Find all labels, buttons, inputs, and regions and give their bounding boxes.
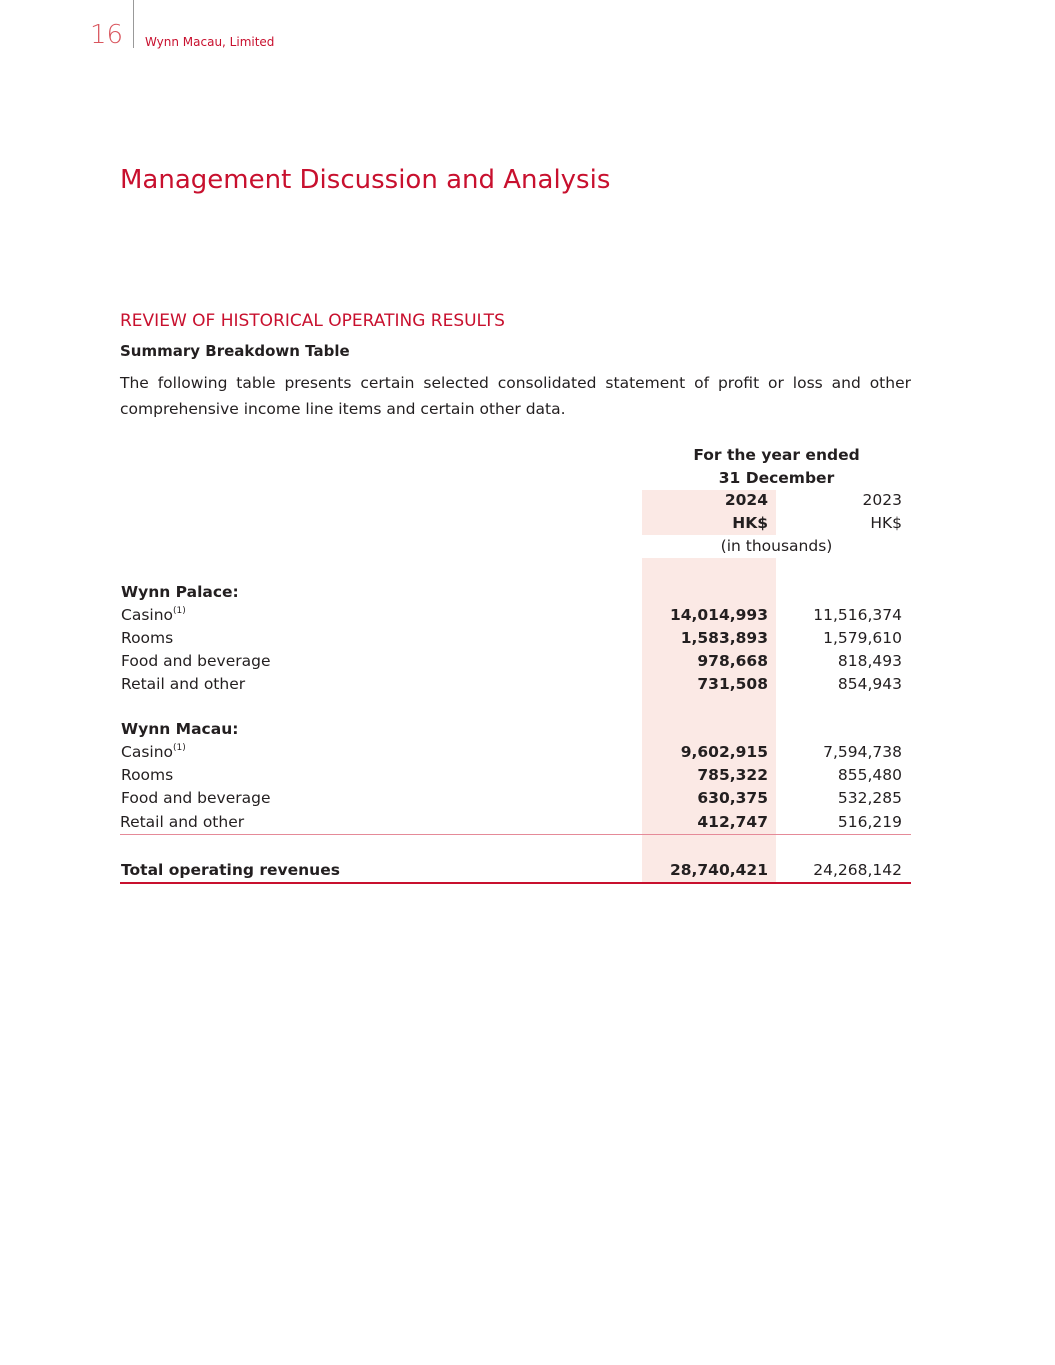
value-2024: 978,668 — [697, 652, 768, 670]
value-2023: 532,285 — [837, 789, 902, 807]
year-2024: 2024 — [724, 491, 768, 509]
group-name: Wynn Macau: — [121, 720, 239, 738]
intro-paragraph: The following table presents certain selected consolidated statement of profit or loss and other comprehensive income line items and certain other data. — [120, 374, 911, 418]
unit-label: (in thousands) — [720, 537, 833, 555]
row-label: Casino$^{(1)}$ — [121, 606, 186, 624]
value-2024: 9,602,915 — [680, 743, 768, 761]
total-rule — [120, 882, 911, 884]
subheading: Summary Breakdown Table — [120, 342, 350, 360]
value-2024: 28,740,421 — [669, 861, 768, 879]
value-2023: 818,493 — [837, 652, 902, 670]
period-header-date: 31 December — [718, 469, 835, 487]
row-label: Casino$^{(1)}$ — [121, 743, 186, 761]
value-2024: 412,747 — [697, 813, 768, 831]
row-label: Rooms — [121, 766, 174, 784]
value-2024: 785,322 — [697, 766, 768, 784]
table-row — [120, 650, 911, 673]
row-label: Total operating revenues — [121, 861, 340, 879]
table-row — [120, 787, 911, 810]
group-header — [120, 718, 911, 741]
section-heading: REVIEW OF HISTORICAL OPERATING RESULTS — [120, 311, 505, 331]
page-title: Management Discussion and Analysis — [120, 165, 611, 195]
row-label: Food and beverage — [121, 652, 271, 670]
group-name: Wynn Palace: — [121, 583, 239, 601]
group-header — [120, 581, 911, 604]
company-name: Wynn Macau, Limited — [145, 35, 275, 49]
value-2023: 516,219 — [837, 813, 902, 831]
value-2023: 24,268,142 — [813, 861, 902, 879]
value-2023: 855,480 — [837, 766, 902, 784]
value-2023: 11,516,374 — [813, 606, 902, 624]
table-row — [120, 673, 911, 696]
header-divider — [133, 0, 134, 48]
footnote-mark: (1) — [173, 743, 186, 753]
row-label: Retail and other — [120, 813, 245, 831]
page-number: 16 — [90, 20, 124, 50]
total-row — [120, 859, 911, 882]
row-label: Retail and other — [121, 675, 246, 693]
currency-2023: HK$ — [870, 514, 902, 532]
value-2023: 7,594,738 — [823, 743, 902, 761]
value-2024: 731,508 — [697, 675, 768, 693]
period-header: For the year ended — [693, 446, 860, 464]
value-2024: 14,014,993 — [669, 606, 768, 624]
row-label: Rooms — [121, 629, 174, 647]
year-2023: 2023 — [862, 491, 902, 509]
value-2023: 854,943 — [837, 675, 902, 693]
table-row — [120, 741, 911, 764]
value-2024: 1,583,893 — [680, 629, 768, 647]
table-row — [120, 811, 911, 834]
currency-2024: HK$ — [732, 514, 768, 532]
subtotal-rule — [120, 834, 911, 835]
year-header-row — [120, 489, 911, 512]
table-row — [120, 627, 911, 650]
row-label: Food and beverage — [121, 789, 271, 807]
table-row — [120, 764, 911, 787]
currency-row — [120, 512, 911, 535]
footnote-mark: (1) — [173, 606, 186, 616]
value-2023: 1,579,610 — [823, 629, 902, 647]
value-2024: 630,375 — [697, 789, 768, 807]
table-row — [120, 604, 911, 627]
